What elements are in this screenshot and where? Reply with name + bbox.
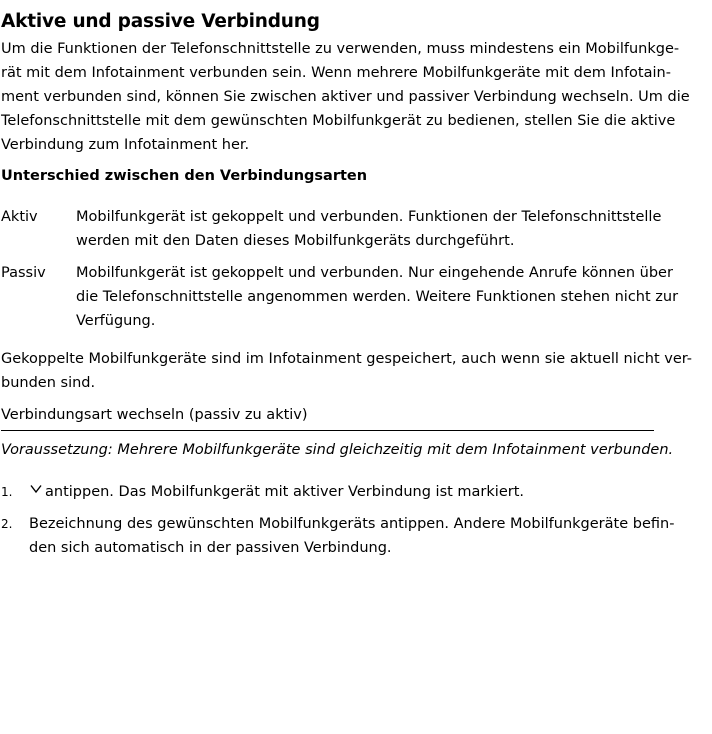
step-text: antippen. Das Mobilfunkgerät mit aktiver Verbindung ist markiert. bbox=[45, 484, 524, 500]
step-item bbox=[1, 480, 674, 504]
connection-types-list bbox=[1, 205, 679, 341]
step-number: 2. bbox=[1, 517, 13, 531]
definition-description bbox=[76, 261, 678, 333]
definition-row-passive bbox=[1, 261, 679, 333]
step-body bbox=[29, 512, 674, 560]
intro-line: Um die Funktionen der Telefonschnittstelle zu verwenden, muss mindestens ein Mobilfunkge- bbox=[1, 41, 680, 57]
definition-line: werden mit den Daten dieses Mobilfunkgeräts durchgeführt. bbox=[76, 233, 515, 249]
step-line: Bezeichnung des gewünschten Mobilfunkgeräts antippen. Andere Mobilfunkgeräte befin- bbox=[29, 516, 675, 532]
definition-description bbox=[76, 205, 661, 253]
note-line: Gekoppelte Mobilfunkgeräte sind im Infotainment gespeichert, auch wenn sie aktuell nicht ver- bbox=[1, 351, 693, 367]
definition-line: Mobilfunkgerät ist gekoppelt und verbunden. Nur eingehende Anrufe können über bbox=[76, 265, 673, 281]
instruction-steps bbox=[1, 480, 674, 568]
definition-row-active bbox=[1, 205, 661, 253]
connection-types-heading: Unterschied zwischen den Verbindungsarten bbox=[1, 168, 368, 184]
step-number: 1. bbox=[1, 485, 13, 499]
intro-paragraph bbox=[1, 37, 690, 157]
step-body bbox=[29, 480, 524, 504]
definition-line: Mobilfunkgerät ist gekoppelt und verbunden. Funktionen der Telefonschnittstelle bbox=[76, 209, 662, 225]
definition-term: Aktiv bbox=[1, 209, 38, 225]
intro-line: Verbindung zum Infotainment her. bbox=[1, 137, 250, 153]
note-line: bunden sind. bbox=[1, 375, 96, 391]
section-heading: Verbindungsart wechseln (passiv zu aktiv) bbox=[1, 403, 654, 431]
step-item bbox=[1, 512, 674, 560]
page-title: Aktive und passive Verbindung bbox=[1, 11, 320, 32]
chevron-down-icon bbox=[29, 484, 43, 494]
intro-line: Telefonschnittstelle mit dem gewünschten Mobilfunkgerät zu bedienen, stellen Sie die aktive bbox=[1, 113, 676, 129]
intro-line: ment verbunden sind, können Sie zwischen aktiver und passiver Verbindung wechseln. Um die bbox=[1, 89, 690, 105]
definition-term: Passiv bbox=[1, 265, 46, 281]
intro-line: rät mit dem Infotainment verbunden sein. Wenn mehrere Mobilfunkgeräte mit dem Infotain- bbox=[1, 65, 671, 81]
step-line bbox=[29, 480, 524, 504]
definition-line: Verfügung. bbox=[76, 313, 156, 329]
definition-line: die Telefonschnittstelle angenommen werden. Weitere Funktionen stehen nicht zur bbox=[76, 289, 679, 305]
stored-devices-note bbox=[1, 347, 692, 395]
prerequisite-text: Voraussetzung: Mehrere Mobilfunkgeräte sind gleichzeitig mit dem Infotainment verbunden. bbox=[1, 442, 674, 458]
step-line: den sich automatisch in der passiven Verbindung. bbox=[29, 540, 392, 556]
